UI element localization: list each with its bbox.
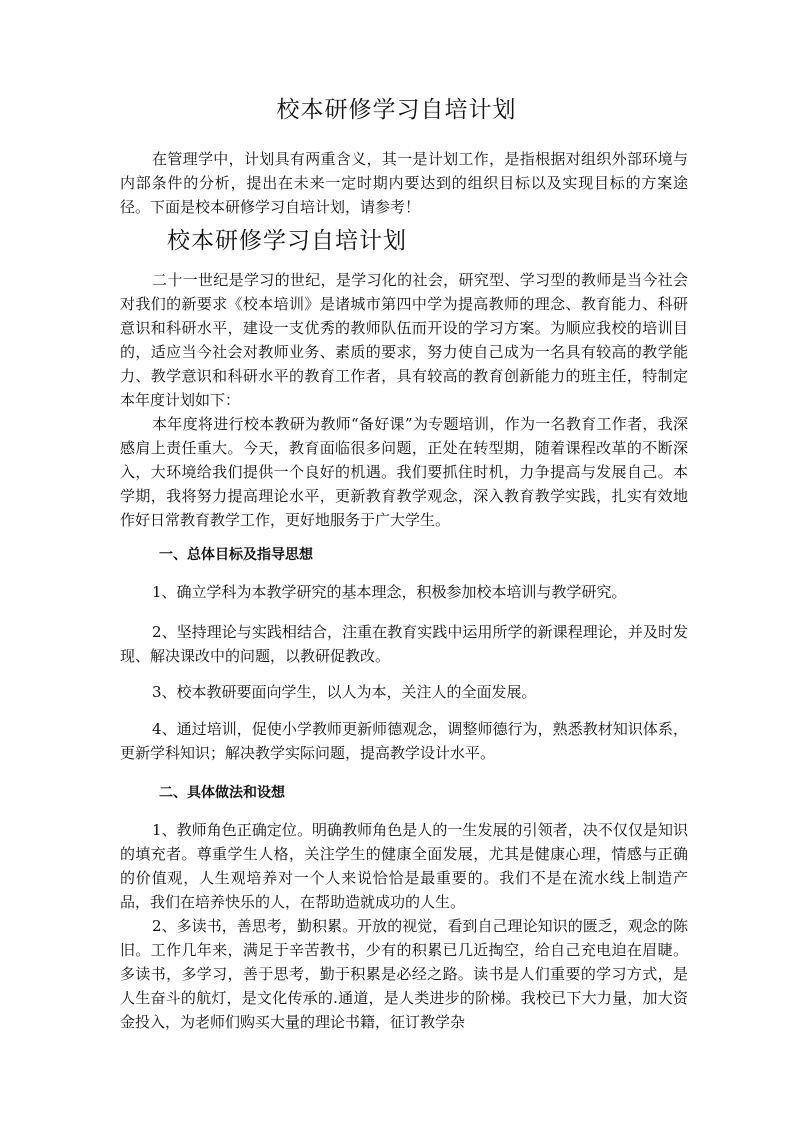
goal-item-4: 4、通过培训，促使小学教师更新师德观念，调整师德行为，熟悉教材知识体系，更新学科知识；解决教学实际问题，提高教学设计水平。 — [120, 720, 688, 762]
paragraph-2: 本年度将进行校本教研为教师“备好课”为专题培训，作为一名教育工作者，我深感肩上责任重大。今天，教育面临很多问题，正处在转型期，随着课程改革的不断深入，大环境给我们提供一个良好的机遇。我们要抓住时机，力争提高与发展自己。本学期，我将努力提高理论水平，更新教育教学观念，深入教育教学实践，扎实有效地作好日常教育教学工作，更好地服务于广大学生。 — [120, 415, 688, 529]
method-item-2: 2、多读书，善思考，勤积累。开放的视觉，看到自己理论知识的匮乏，观念的陈旧。工作几年来，满足于辛苦教书，少有的积累已几近掏空，给自己充电迫在眉睫。多读书，多学习，善于思考，勤于积累是必经之路。读书是人们重要的学习方式，是人生奋斗的航灯，是文化传承的.通道，是人类进步的阶梯。我校已下大力量，加大资金投入，为老师们购买大量的理论书籍，征订教学杂 — [120, 917, 688, 1031]
goal-item-2: 2、坚持理论与实践相结合，注重在教育实践中运用所学的新课程理论，并及时发现、解决课改中的问题，以教研促教改。 — [120, 623, 688, 665]
goal-item-1: 1、确立学科为本教学研究的基本理念，积极参加校本培训与教学研究。 — [152, 583, 627, 601]
section-title: 校本研修学习自培计划 — [167, 228, 407, 254]
paragraph-1: 二十一世纪是学习的世纪，是学习化的社会，研究型、学习型的教师是当今社会对我们的新要求《校本培训》是诸城市第四中学为提高教师的理念、教育能力、科研意识和科研水平，建设一支优秀的教师队伍而开设的学习方案。为顺应我校的培训目的，适应当今社会对教师业务、素质的要求，努力使自己成为一名具有较高的教学能力、教学意识和科研水平的教育工作者，具有较高的教育创新能力的班主任，特制定本年度计划如下： — [120, 271, 688, 409]
method-item-1: 1、教师角色正确定位。明确教师角色是人的一生发展的引领者，决不仅仅是知识的填充者。尊重学生人格，关注学生的健康全面发展，尤其是健康心理，情感与正确的价值观，人生观培养对一个人来说恰恰是最重要的。我们不是在流水线上制造产品，我们在培养快乐的人，在帮助造就成功的人生。 — [120, 821, 688, 911]
document-title: 校本研修学习自培计划 — [276, 97, 517, 123]
intro-paragraph: 在管理学中，计划具有两重含义，其一是计划工作，是指根据对组织外部环境与内部条件的分析，提出在未来一定时期内要达到的组织目标以及实现目标的方案途径。下面是校本研修学习自培计划，请参考！ — [120, 150, 688, 216]
heading-goals: 一、总体目标及指导思想 — [159, 547, 313, 563]
goal-item-3: 3、校本教研要面向学生，以人为本，关注人的全面发展。 — [152, 683, 537, 701]
heading-methods: 二、具体做法和设想 — [159, 785, 285, 801]
